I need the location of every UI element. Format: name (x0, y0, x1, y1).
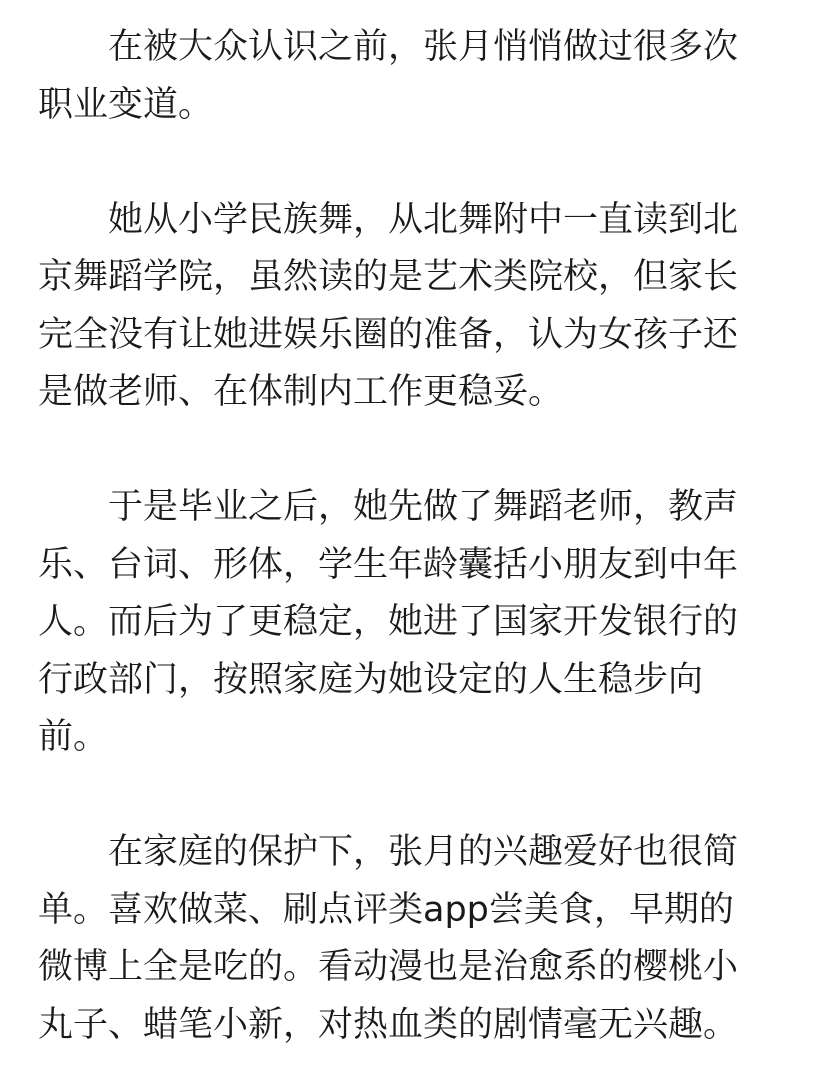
text-line: 乐、台词、形体，学生年龄囊括小朋友到中年 (38, 544, 739, 585)
paragraph-3 (38, 479, 808, 767)
text-line: 微博上全是吃的。看动漫也是治愈系的樱桃小 (38, 947, 739, 987)
text-line: 是做老师、在体制内工作更稳妥。 (38, 372, 564, 412)
text-line: 京舞蹈学院，虽然读的是艺术类院校，但家长 (38, 257, 739, 297)
paragraph-1 (38, 19, 808, 134)
article-body (38, 19, 808, 1054)
text-line: 完全没有让她进娱乐圈的准备，认为女孩子还 (38, 314, 739, 355)
text-line: 行政部门，按照家庭为她设定的人生稳步向 (38, 659, 704, 700)
text-line: 于是毕业之后，她先做了舞蹈老师，教声 (108, 487, 739, 527)
paragraph-gap (38, 134, 808, 192)
text-line: 人。而后为了更稳定，她进了国家开发银行的 (38, 602, 739, 642)
text-line: 在被大众认识之前，张月悄悄做过很多次 (108, 27, 739, 67)
text-line: 前。 (38, 717, 109, 757)
text-line: 职业变道。 (38, 84, 214, 125)
paragraph-gap (38, 767, 808, 825)
paragraph-gap (38, 422, 808, 480)
paragraph-2 (38, 192, 808, 422)
text-line: 她从小学民族舞，从北舞附中一直读到北 (108, 199, 739, 240)
paragraph-4 (38, 824, 808, 1054)
text-line: 单。喜欢做菜、刷点评类app尝美食，早期的 (38, 889, 734, 930)
text-line: 在家庭的保护下，张月的兴趣爱好也很简 (108, 832, 739, 872)
text-line: 丸子、蜡笔小新，对热血类的剧情毫无兴趣。 (38, 1004, 739, 1045)
